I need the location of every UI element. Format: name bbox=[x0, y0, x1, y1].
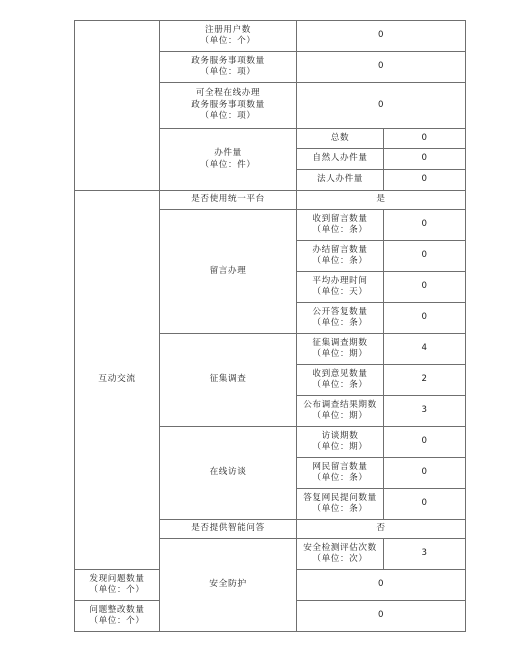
unit-text: （单位：项） bbox=[200, 67, 256, 77]
unit-text: （单位：期） bbox=[312, 411, 368, 421]
avg-time-value: 0 bbox=[384, 272, 466, 303]
unit-text: （单位：期） bbox=[312, 442, 368, 452]
unit-text: （单位：条） bbox=[312, 318, 368, 328]
section-interaction: 互动交流 bbox=[75, 191, 160, 570]
handled-legal-label: 法人办件量 bbox=[297, 170, 384, 191]
unit-text: （单位：期） bbox=[312, 349, 368, 359]
section-cell-service bbox=[75, 21, 160, 191]
unit-text: （单位：件） bbox=[200, 159, 256, 170]
public-label bbox=[297, 303, 384, 334]
handled-total-value: 0 bbox=[384, 129, 466, 149]
completed-value: 0 bbox=[384, 241, 466, 272]
issues-label bbox=[75, 570, 160, 601]
unit-text: （单位：天） bbox=[312, 287, 368, 297]
unit-text: （单位：次） bbox=[312, 554, 368, 564]
label-text: 平均办理时间 bbox=[312, 275, 368, 286]
label-text: 问题整改数量 bbox=[89, 604, 145, 615]
unit-text: （单位：条） bbox=[312, 380, 368, 390]
unit-text: （单位：条） bbox=[312, 504, 368, 514]
survey-label: 征集调查 bbox=[160, 334, 297, 427]
label-text: 答复网民提问数量 bbox=[303, 492, 377, 503]
received-value: 0 bbox=[384, 210, 466, 241]
label-text: 收到意见数量 bbox=[312, 368, 368, 379]
label-text: 收到留言数量 bbox=[312, 213, 368, 224]
avg-time-label bbox=[297, 272, 384, 303]
smart-qa-value: 否 bbox=[297, 520, 466, 539]
interview-label: 在线访谈 bbox=[160, 427, 297, 520]
smart-qa-label: 是否提供智能问答 bbox=[160, 520, 297, 539]
opinions-label bbox=[297, 365, 384, 396]
unified-platform-value: 是 bbox=[297, 191, 466, 210]
label-text: 访谈期数 bbox=[321, 430, 359, 441]
unit-text: （单位：条） bbox=[312, 225, 368, 235]
survey-periods-label bbox=[297, 334, 384, 365]
netizen-messages-value: 0 bbox=[384, 458, 466, 489]
service-items-value: 0 bbox=[297, 52, 466, 83]
handled-legal-value: 0 bbox=[384, 170, 466, 191]
messages-label: 留言办理 bbox=[160, 210, 297, 334]
interview-periods-value: 0 bbox=[384, 427, 466, 458]
handled-natural-label: 自然人办件量 bbox=[297, 149, 384, 170]
registered-users-label bbox=[160, 21, 297, 52]
label-text: 办件量 bbox=[214, 148, 242, 158]
assessments-label bbox=[297, 539, 384, 570]
unit-text: （单位：项） bbox=[200, 111, 256, 122]
fixed-label bbox=[75, 601, 160, 632]
completed-label bbox=[297, 241, 384, 272]
unit-text: （单位：个） bbox=[89, 585, 145, 595]
netizen-messages-label bbox=[297, 458, 384, 489]
answers-value: 0 bbox=[384, 489, 466, 520]
handled-natural-value: 0 bbox=[384, 149, 466, 170]
survey-periods-value: 4 bbox=[384, 334, 466, 365]
label-text: 办结留言数量 bbox=[312, 244, 368, 255]
service-items-label bbox=[160, 52, 297, 83]
registered-users-value: 0 bbox=[297, 21, 466, 52]
table-row bbox=[75, 21, 466, 52]
published-value: 3 bbox=[384, 396, 466, 427]
interview-periods-label bbox=[297, 427, 384, 458]
label-text: 政务服务事项数量 bbox=[191, 99, 265, 110]
online-items-value: 0 bbox=[297, 83, 466, 129]
statistics-table bbox=[74, 20, 466, 632]
answers-label bbox=[297, 489, 384, 520]
opinions-value: 2 bbox=[384, 365, 466, 396]
handled-total-label: 总数 bbox=[297, 129, 384, 149]
handled-label bbox=[160, 129, 297, 191]
unit-text: （单位：个） bbox=[89, 616, 145, 626]
label-text: 公布调查结果期数 bbox=[303, 399, 377, 410]
label-text: 可全程在线办理 bbox=[195, 88, 261, 99]
unified-platform-label: 是否使用统一平台 bbox=[160, 191, 297, 210]
table-row bbox=[75, 191, 466, 210]
public-value: 0 bbox=[384, 303, 466, 334]
label-text: 注册用户数 bbox=[205, 24, 251, 35]
label-text: 发现问题数量 bbox=[89, 573, 145, 584]
unit-text: （单位：条） bbox=[312, 256, 368, 266]
unit-text: （单位：个） bbox=[200, 36, 256, 46]
fixed-value: 0 bbox=[297, 601, 466, 632]
assessments-value: 3 bbox=[384, 539, 466, 570]
section-security: 安全防护 bbox=[160, 539, 297, 632]
unit-text: （单位：条） bbox=[312, 473, 368, 483]
label-text: 政务服务事项数量 bbox=[191, 55, 265, 66]
label-text: 征集调查期数 bbox=[312, 337, 368, 348]
online-items-label bbox=[160, 83, 297, 129]
received-label bbox=[297, 210, 384, 241]
published-label bbox=[297, 396, 384, 427]
label-text: 网民留言数量 bbox=[312, 461, 368, 472]
label-text: 安全检测评估次数 bbox=[303, 542, 377, 553]
issues-value: 0 bbox=[297, 570, 466, 601]
label-text: 公开答复数量 bbox=[312, 306, 368, 317]
